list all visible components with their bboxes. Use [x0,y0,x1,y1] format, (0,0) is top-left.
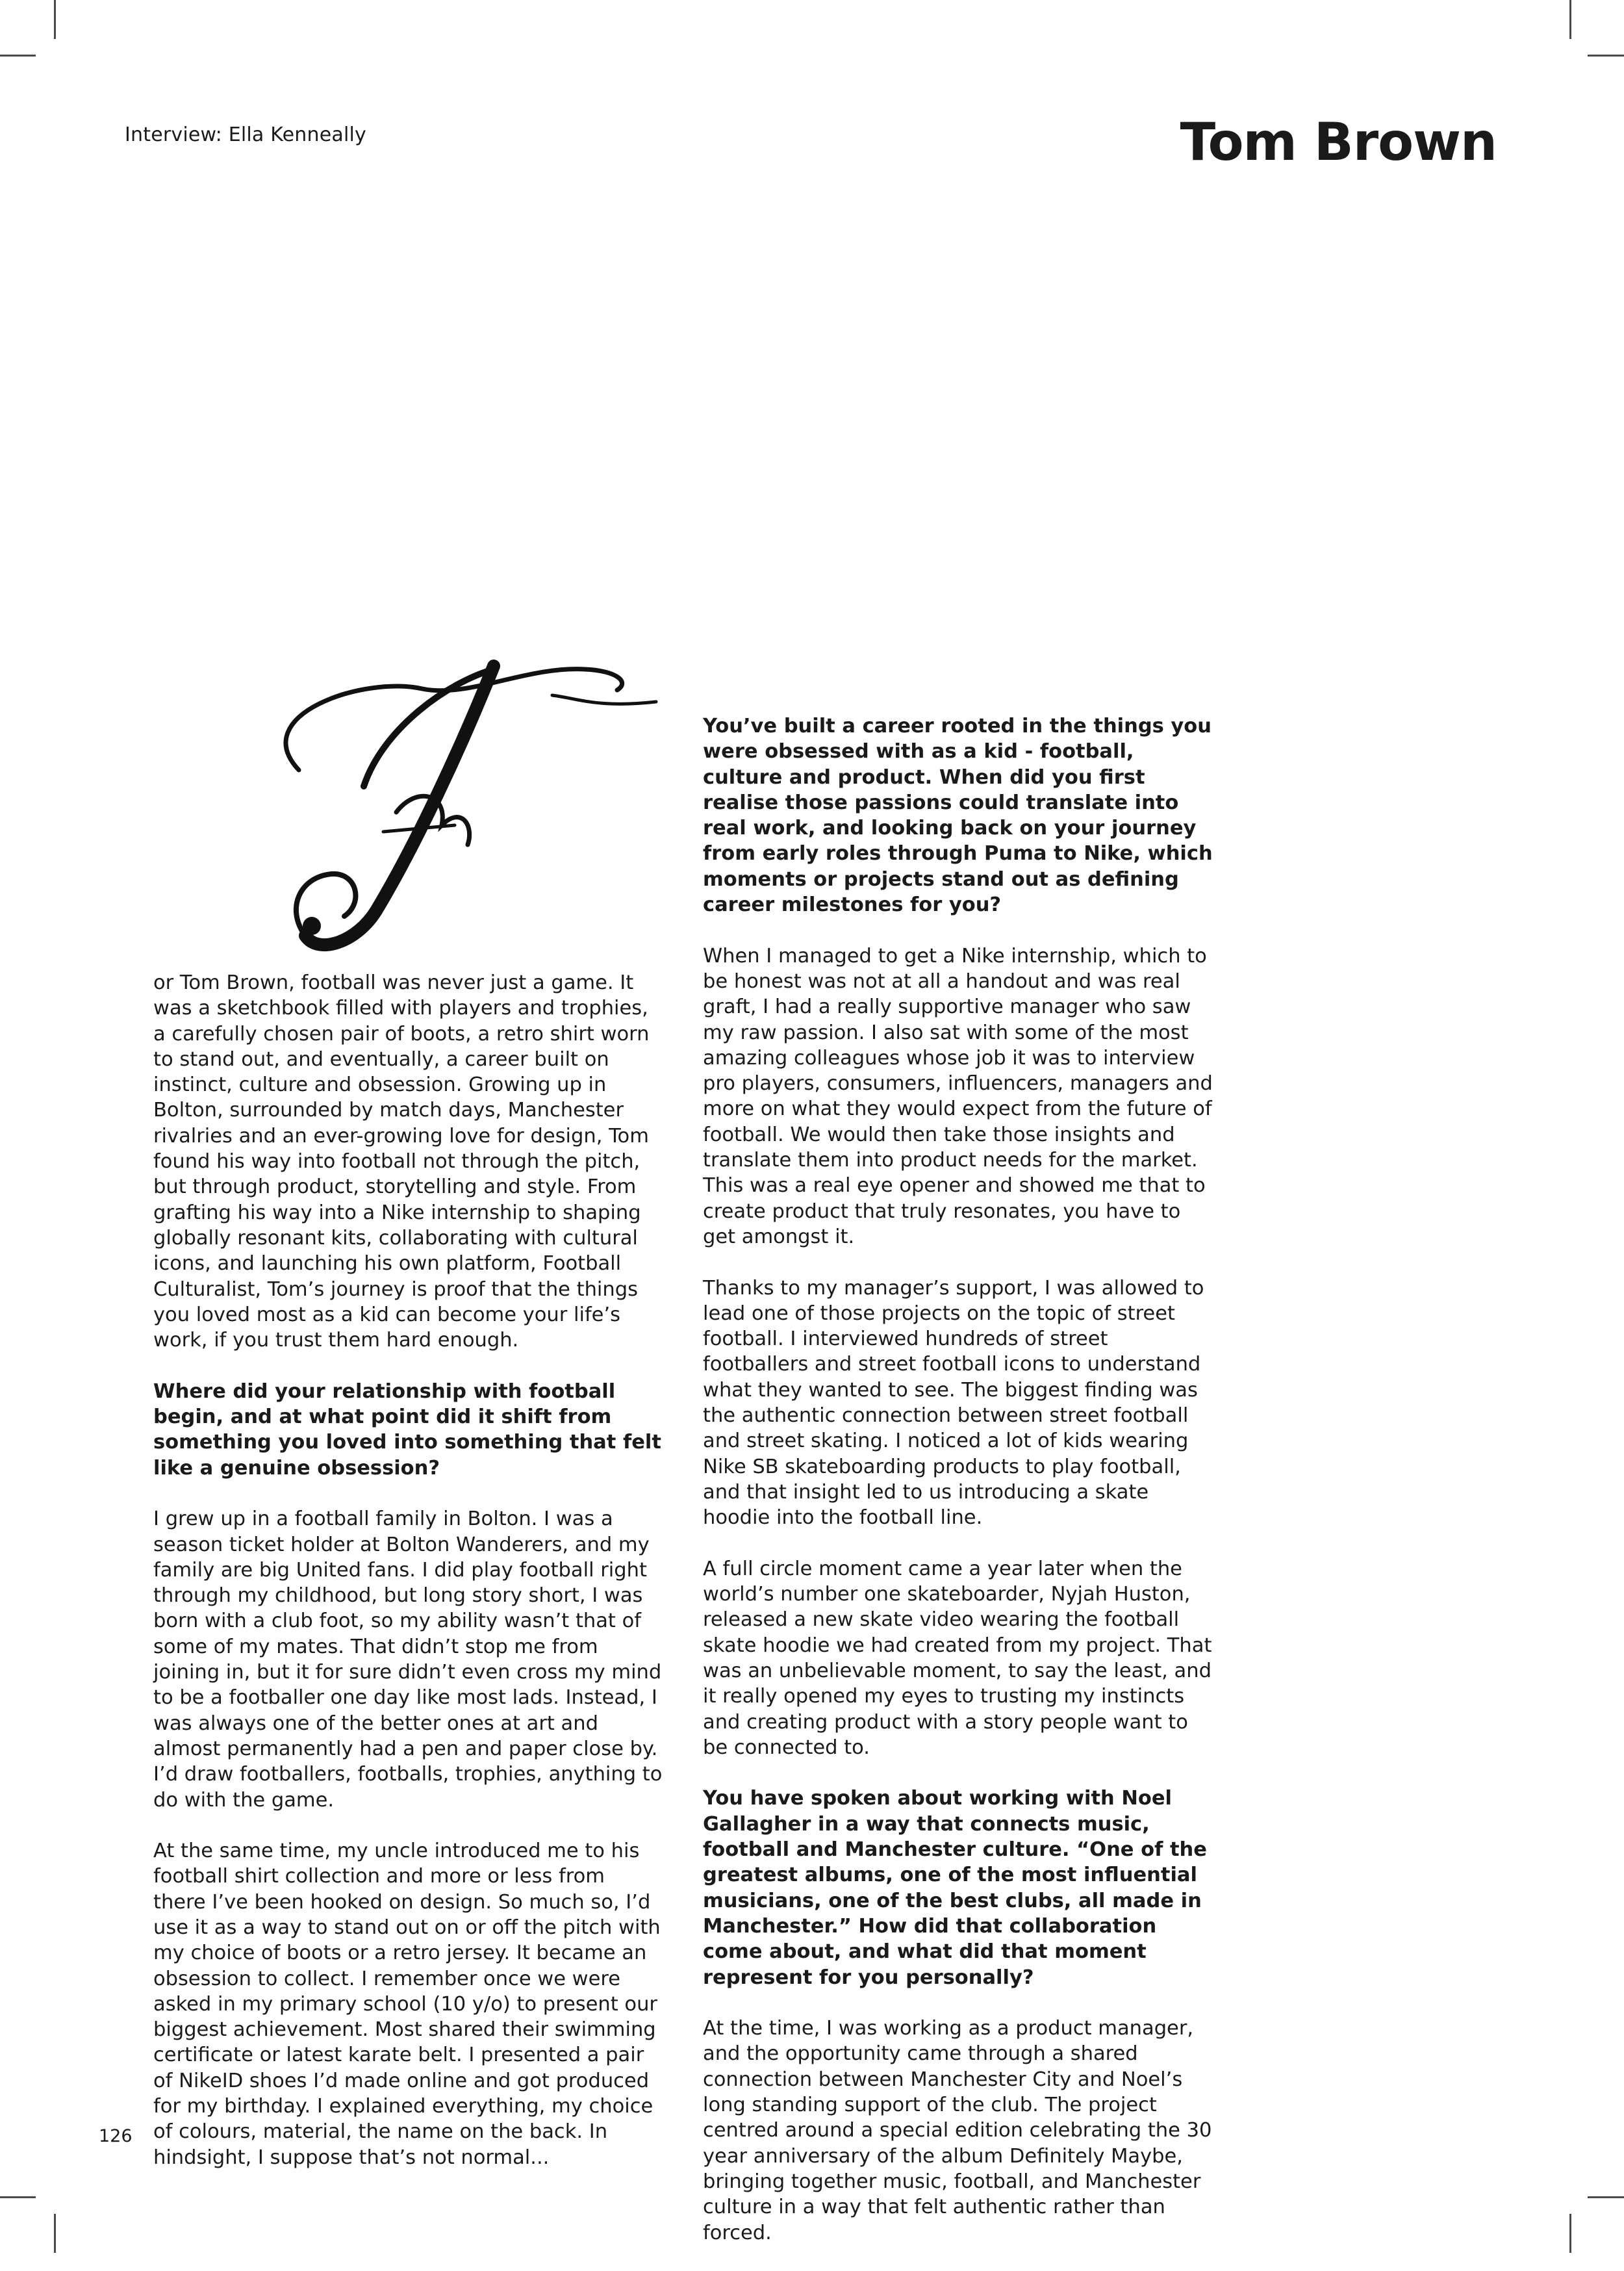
left-column [153,970,663,2196]
intro-paragraph: or Tom Brown, football was never just a game. It was a sketchbook filled with players and trophies, a carefully chosen pair of boots, a retro shirt worn to stand out, and eventually, a career built on instinct, culture and obsession. Growing up in Bolton, surrounded by match days, Manchester rivalries and an ever-growing love for design, Tom found his way into football not through the pitch, but through product, storytelling and style. From grafting his way into a Nike internship to shaping globally resonant kits, collaborating with cultural icons, and launching his own platform, Football Culturalist, Tom’s journey is proof that the things you loved most as a kid can become your life’s work, if you trust them hard enough. [153,971,650,1352]
question-1: Where did your relationship with football begin, and at what point did it shift from something you loved into something that felt like a genuine obsession? [153,1379,661,1480]
question-2: You’ve built a career rooted in the things you were obsessed with as a kid - football, culture and product. When did you first realise those passions could translate into real work, and looking back on your journey from early roles through Puma to Nike, which moments or projects stand out as defining career milestones for you? [703,715,1213,917]
crop-mark [54,0,56,39]
question-3: You have spoken about working with Noel Gallagher in a way that connects music, football and Manchester culture. “One of the greatest albums, one of the most influential musicians, one of the best clubs, all made in Manchester.” How did that collaboration come about, and what did that moment represent for you personally? [703,1787,1207,1989]
crop-mark [1569,2214,1571,2253]
answer-paragraph: At the same time, my uncle introduced me to his football shirt collection and more or less from there I’ve been hooked on design. So much so, I’d use it as a way to stand out on or off the pitch with my choice of boots or a retro jersey. It became an obsession to collect. I remember once we were asked in my primary school (10 y/o) to present our biggest achievement. Most shared their swimming certificate or latest karate belt. I presented a pair of NikeID shoes I’d made online and got produced for my birthday. I explained everything, my choice of colours, material, the name on the back. In hindsight, I suppose that’s not normal... [153,1840,661,2169]
crop-mark [0,55,36,57]
page-title: Tom Brown [1180,112,1497,172]
answer-paragraph: Thanks to my manager’s support, I was allowed to lead one of those projects on the topic of street football. I interviewed hundreds of street footballers and street football icons to understand what they wanted to see. The biggest finding was the authentic connection between street football and street skating. I noticed a lot of kids wearing Nike SB skateboarding products to play football, and that insight led to us introducing a skate hoodie into the football line. [703,1276,1204,1530]
crop-mark [1588,2196,1624,2198]
interview-byline: Interview: Ella Kenneally [125,123,366,146]
answer-paragraph: I grew up in a football family in Bolton. I was a season ticket holder at Bolton Wanderers, and my family are big United fans. I did play football right through my childhood, but long story short, I was born with a club foot, so my ability wasn’t that of some of my mates. That didn’t stop me from joining in, but it for sure didn’t even cross my mind to be a footballer one day like most lads. Instead, I was always one of the better ones at art and almost permanently had a pen and paper close by. I’d draw footballers, footballs, trophies, anything to do with the game. [153,1508,663,1812]
answer-paragraph: A full circle moment came a year later when the world’s number one skateboarder, Nyjah Huston, released a new skate video wearing the football skate hoodie we had created from my project. That was an unbelievable moment, to say the least, and it really opened my eyes to trusting my instincts and creating product with a story people want to be connected to. [703,1557,1212,1759]
answer-paragraph: When I managed to get a Nike internship, which to be honest was not at all a handout and was real graft, I had a really supportive manager who saw my raw passion. I also sat with some of the most amazing colleagues whose job it was to interview pro players, consumers, influencers, managers and more on what they would expect from the future of football. We would then take those insights and translate them into product needs for the market. This was a real eye opener and showed me that to create product that truly resonates, you have to get amongst it. [703,944,1213,1248]
drop-cap-f [201,630,669,981]
crop-mark [1569,0,1571,39]
page-number: 126 [99,2126,133,2146]
crop-mark [0,2196,36,2198]
crop-mark [54,2214,56,2253]
answer-paragraph: At the time, I was working as a product manager, and the opportunity came through a shared connection between Manchester City and Noel’s long standing support of the club. The project centred around a special edition celebrating the 30 year anniversary of the album Definitely Maybe, bringing together music, football, and Manchester culture in a way that felt authentic rather than forced. [703,2017,1212,2244]
right-column [703,713,1216,2271]
crop-mark [1588,55,1624,57]
